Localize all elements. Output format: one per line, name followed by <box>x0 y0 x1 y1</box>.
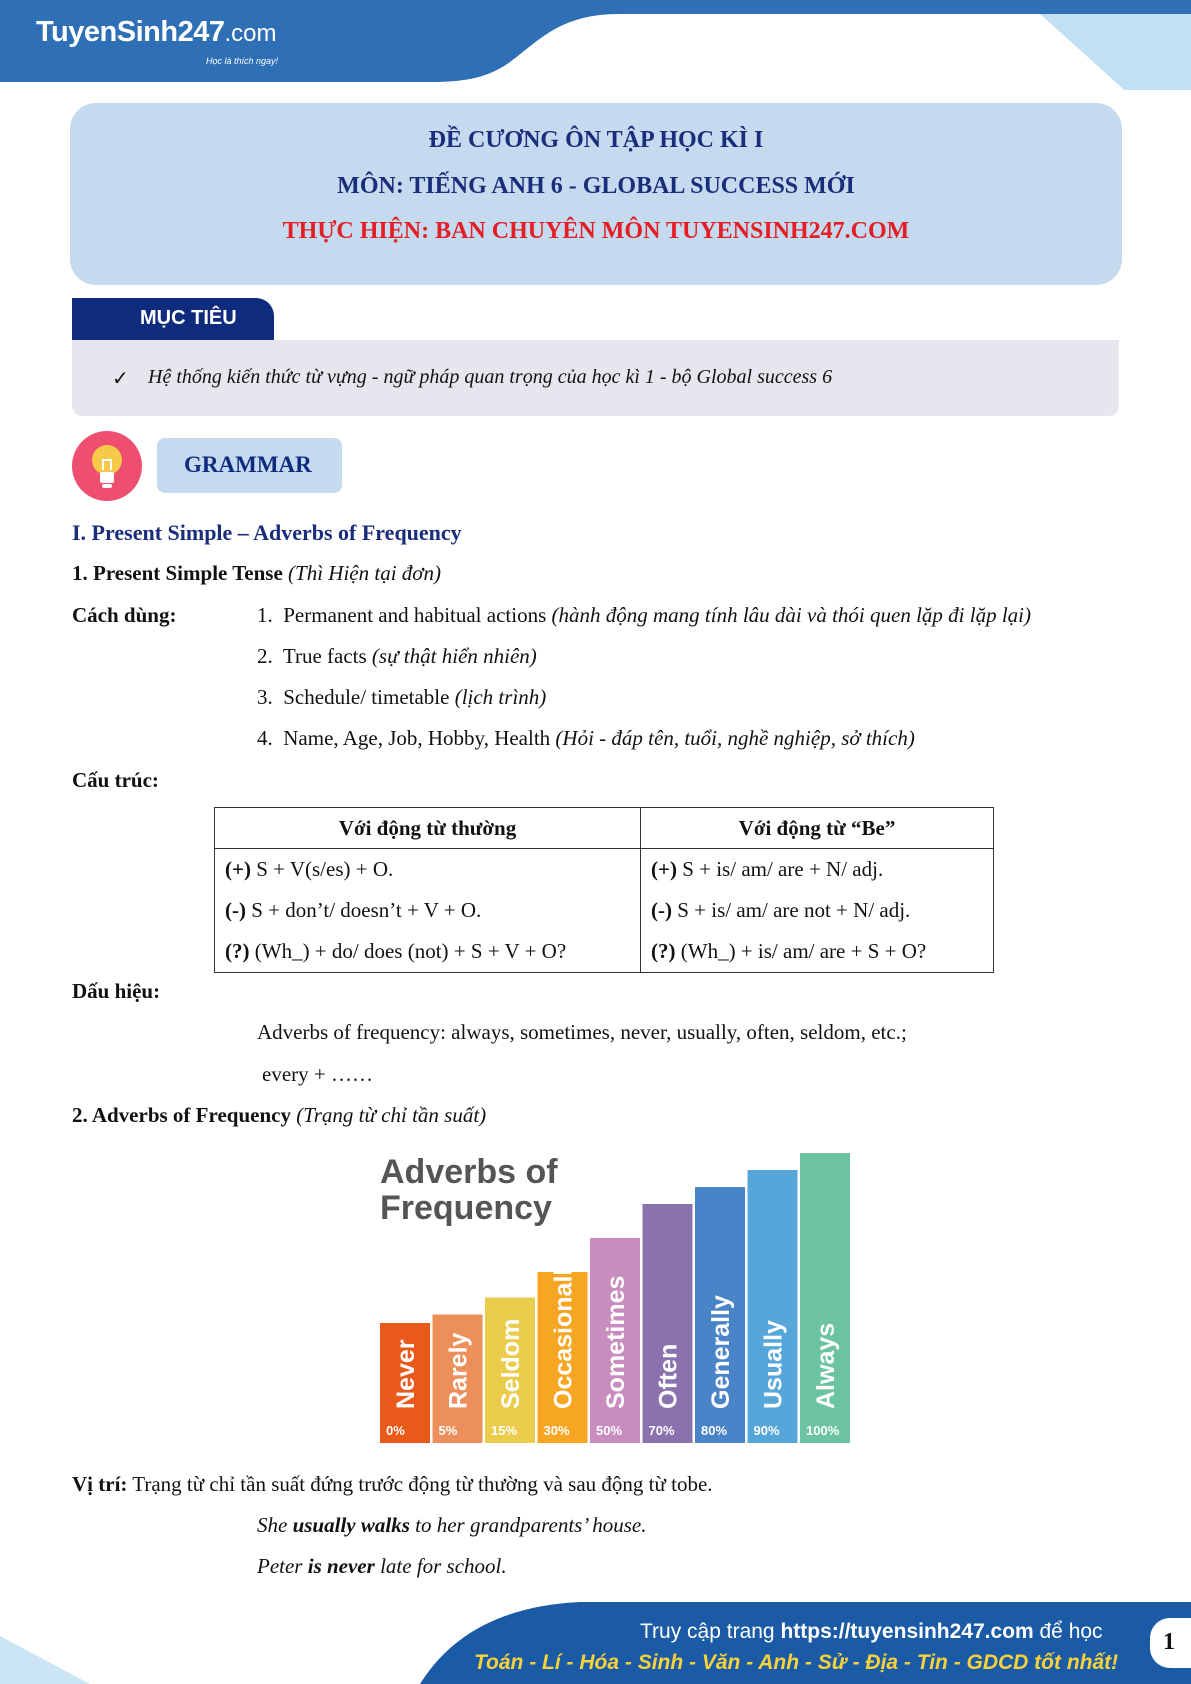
table-header: Với động từ thường <box>215 808 641 849</box>
bar-category-label: Generally <box>707 1295 735 1409</box>
position-text: Trạng từ chỉ tần suất đứng trước động từ thường và sau động từ tobe. <box>127 1472 713 1496</box>
page-number: 1 <box>1163 1629 1175 1655</box>
bar-value-label: 15% <box>491 1423 518 1438</box>
usage-text: Permanent and habitual actions <box>283 603 547 627</box>
formula: S + V(s/es) + O. <box>250 857 394 881</box>
bar-category-label: Often <box>654 1343 683 1409</box>
bar-value-label: 70% <box>648 1423 675 1438</box>
subheading-present-simple <box>72 561 441 586</box>
bar-value-label: 80% <box>701 1423 728 1438</box>
usage-number: 3. <box>257 685 273 709</box>
subheading-italic: (Trạng từ chỉ tần suất) <box>296 1103 487 1127</box>
usage-item <box>257 685 546 710</box>
subheading-bold: 1. Present Simple Tense <box>72 561 283 585</box>
footer-prefix: Truy cập trang <box>640 1620 781 1643</box>
section-heading: I. Present Simple – Adverbs of Frequency <box>72 520 462 545</box>
bar-value-label: 0% <box>386 1423 405 1438</box>
bar-category-label: Seldom <box>497 1318 525 1409</box>
position-line <box>72 1472 713 1497</box>
usage-item <box>257 603 1031 628</box>
sign: (-) <box>651 898 672 922</box>
example-sentence <box>257 1513 647 1538</box>
bar-category-label: Never <box>392 1339 420 1409</box>
chart-title-line1: Adverbs of <box>380 1153 558 1191</box>
document-title: ĐỀ CƯƠNG ÔN TẬP HỌC KÌ I <box>428 127 764 153</box>
example-part: late for school. <box>374 1554 507 1578</box>
usage-text: Schedule/ timetable <box>283 685 450 709</box>
structure-label: Cấu trúc: <box>72 768 159 792</box>
formula: (Wh_) + do/ does (not) + S + V + O? <box>249 939 567 963</box>
position-label: Vị trí: <box>72 1472 128 1496</box>
formula: (Wh_) + is/ am/ are + S + O? <box>675 939 927 963</box>
grammar-badge <box>157 438 342 493</box>
bar-value-label: 5% <box>438 1423 458 1438</box>
sign: (+) <box>225 857 251 881</box>
footer-suffix: để học <box>1033 1620 1103 1643</box>
example-emphasis: usually walks <box>292 1513 410 1537</box>
table-row <box>215 890 994 931</box>
table-cell <box>215 890 641 931</box>
usage-note: (Hỏi - đáp tên, tuổi, nghề nghiệp, sở thích) <box>555 726 915 750</box>
table-cell <box>215 849 641 891</box>
table-header-row <box>215 808 994 849</box>
bar-value-label: 90% <box>753 1423 780 1438</box>
signs-label: Dấu hiệu: <box>72 979 161 1003</box>
logo-slogan: Học là thích ngay! <box>206 56 279 66</box>
example-sentence <box>257 1554 507 1579</box>
sign: (+) <box>651 857 677 881</box>
example-part: She <box>257 1513 293 1537</box>
objective-tab-label: MỤC TIÊU <box>140 307 237 329</box>
checkmark-icon: ✓ <box>112 368 129 390</box>
subheading-bold: 2. Adverbs of Frequency <box>72 1103 291 1127</box>
formula: S + is/ am/ are not + N/ adj. <box>671 898 911 922</box>
signs-line: Adverbs of frequency: always, sometimes, never, usually, often, seldom, etc.; <box>257 1020 907 1044</box>
formula: S + don’t/ doesn’t + V + O. <box>245 898 482 922</box>
frequency-chart <box>376 1145 856 1445</box>
table-cell <box>641 931 994 973</box>
subheading-adverbs <box>72 1103 486 1128</box>
usage-number: 1. <box>257 603 273 627</box>
usage-number: 4. <box>257 726 273 750</box>
bar-category-label: Occasionally <box>549 1254 578 1409</box>
bar-value-label: 50% <box>596 1423 623 1438</box>
grammar-label: GRAMMAR <box>184 452 312 477</box>
usage-item <box>257 726 915 751</box>
lightbulb-icon <box>71 430 143 502</box>
sign: (?) <box>225 939 250 963</box>
table-cell <box>641 849 994 891</box>
formula: S + is/ am/ are + N/ adj. <box>676 857 884 881</box>
bar-category-label: Rarely <box>444 1332 473 1409</box>
author-title: THỰC HIỆN: BAN CHUYÊN MÔN TUYENSINH247.COM <box>282 218 910 244</box>
example-emphasis: is never <box>307 1554 375 1578</box>
table-cell <box>641 890 994 931</box>
structure-table <box>214 807 994 973</box>
objective-text: Hệ thống kiến thức từ vựng - ngữ pháp quan trọng của học kì 1 - bộ Global success 6 <box>148 366 833 388</box>
logo-domain: .com <box>224 20 277 47</box>
usage-text: True facts <box>282 644 367 668</box>
usage-item <box>257 644 537 669</box>
footer-subjects: Toán - Lí - Hóa - Sinh - Văn - Anh - Sử - Địa - Tin - GDCD tốt nhất! <box>474 1651 1119 1674</box>
signs-line: every + …… <box>262 1062 373 1086</box>
usage-number: 2. <box>257 644 273 668</box>
objective-tab <box>72 298 274 340</box>
table-cell <box>215 931 641 973</box>
usage-note: (sự thật hiển nhiên) <box>371 644 537 668</box>
subheading-italic: (Thì Hiện tại đơn) <box>288 561 441 585</box>
footer-promo <box>640 1620 1103 1644</box>
site-logo[interactable] <box>36 16 279 66</box>
table-row <box>215 931 994 973</box>
sign: (?) <box>651 939 676 963</box>
title-box <box>70 103 1122 285</box>
logo-brand: TuyenSinh247 <box>36 16 225 48</box>
table-header: Với động từ “Be” <box>641 808 994 849</box>
sign: (-) <box>225 898 246 922</box>
usage-note: (lịch trình) <box>454 685 547 709</box>
example-part: to her grandparents’ house. <box>409 1513 647 1537</box>
chart-title-line2: Frequency <box>380 1189 552 1227</box>
usage-note: (hành động mang tính lâu dài và thói quen lặp đi lặp lại) <box>551 603 1031 627</box>
usage-text: Name, Age, Job, Hobby, Health <box>283 726 551 750</box>
footer-link[interactable]: https://tuyensinh247.com <box>780 1620 1034 1643</box>
bar-value-label: 30% <box>543 1423 570 1438</box>
usage-label: Cách dùng: <box>72 603 177 627</box>
subject-title: MÔN: TIẾNG ANH 6 - GLOBAL SUCCESS MỚI <box>337 173 855 199</box>
bar-value-label: 100% <box>806 1423 840 1438</box>
bar-category-label: Usually <box>759 1320 788 1409</box>
table-row <box>215 849 994 891</box>
bar-category-label: Sometimes <box>602 1275 630 1409</box>
example-part: Peter <box>257 1554 308 1578</box>
bar-category-label: Always <box>812 1322 840 1409</box>
